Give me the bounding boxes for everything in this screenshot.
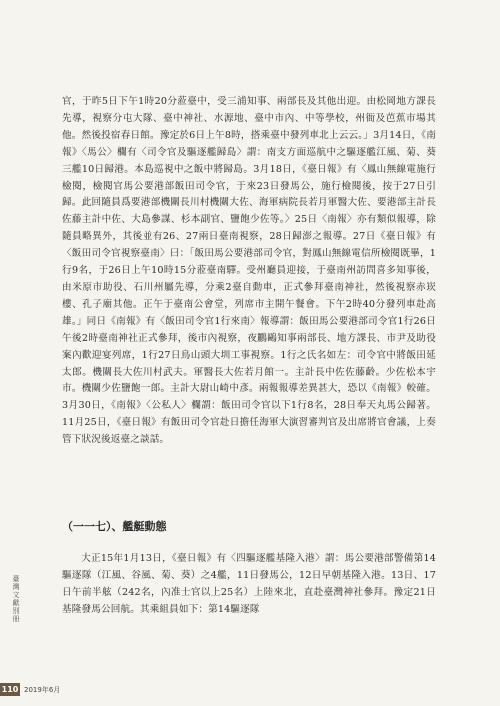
page-number: 110 — [1, 685, 19, 694]
publication-side-label: 臺灣文獻別冊 — [12, 575, 20, 623]
body-paragraph: 官，于昨5日下午1時20分蒞臺中，受三浦知事、兩部長及其他出迎。由松岡地方課長先導，視察分屯大隊、臺中神社、水源地、臺中市內、中等學校，州衙及芭蕉市場其他。然後投宿春日館。豫定於6日上午8時，搭乘臺中發列車北上云云。」3月14日，《南報》〈馬公〉欄有〈司令官及驅逐艦歸島〉謂：南支方面巡航中之驅逐艦江風、菊、葵三艦10日歸港。本島巡視中之飯中將歸島。3月18日，《臺日報》有〈鳳山無線電施行檢閱，檢閱官馬公要港部飯田司令官，于來23日發馬公，施行檢閱後，按于27日引歸。此回隨員爲要港部機關長川村機關大佐、海軍病院長若月軍醫大佐、要港部主計長佐藤主計中佐、大島參謀、杉本副官、鹽飽少佐等。〉25日〈南報〉亦有類似報導，除隨員略異外，其後並有26、27兩日臺南視察，28日歸澎之報導。27日《臺日報》有〈飯田司令官視察臺南〉曰：「飯田馬公要港部司令官，對鳳山無線電信所檢閱既畢，1行9名，于26日上午10時15分蒞臺南驛。受州廳員迎接，于臺南州訪問喜多知事後，由米原市助役、石川州屬先導，分乘2臺自動車，正式參拜臺南神社，然後視察赤崁樓、孔子廟其他。正午于臺南公會堂，列席市主開午餐會。下午2時40分發列車赴高雄。」同日《南報》有〈飯田司令官1行來南〉報導謂：飯田馬公要港部司令官1行26日午後2時臺南神社正式參拜，後市內視察，夜鸝鷗知事兩部長、地方課長、市尹及助役案內歡迎宴列席，1行27日鳥山頭大圳工事視察。1行之氏名如左：司令官中將飯田延太郎。機關長大佐川村武夫。軍醫長大佐若月館一。主計長中佐佐藤齡。少佐松本宇市。機關少佐鹽飽一郎。主計大尉山崎中彥。兩報報導差異甚大，恐以《南報》較確。3月30日，《南報》〈公私人〉欄謂：飯田司令官以下1行8名，28日奉天丸馬公歸著。11月25日，《臺日報》有飯田司令官赴日擔任海軍大演習審判官及出席將官會議，上奏管下狀況後返臺之談話。 — [62, 96, 436, 446]
section-paragraph: 大正15年1月13日，《臺日報》有〈四驅逐艦基隆入港〉謂：馬公要港部警備第14驅逐隊（江風、谷風、菊、葵）之4艦，11日發馬公，12日早朝基隆入港。13日、17日午前半舷（242名，內准士官以上25名）上陸來北，直赴臺灣神社參拜。豫定21日基隆發馬公回航。其乘組員如下：第14驅逐隊 — [62, 553, 436, 615]
section-body — [62, 551, 436, 619]
section-heading: （一一七）、艦艇動態 — [62, 520, 167, 533]
body-text — [62, 94, 436, 449]
issue-date: 2019年6月 — [24, 686, 61, 694]
